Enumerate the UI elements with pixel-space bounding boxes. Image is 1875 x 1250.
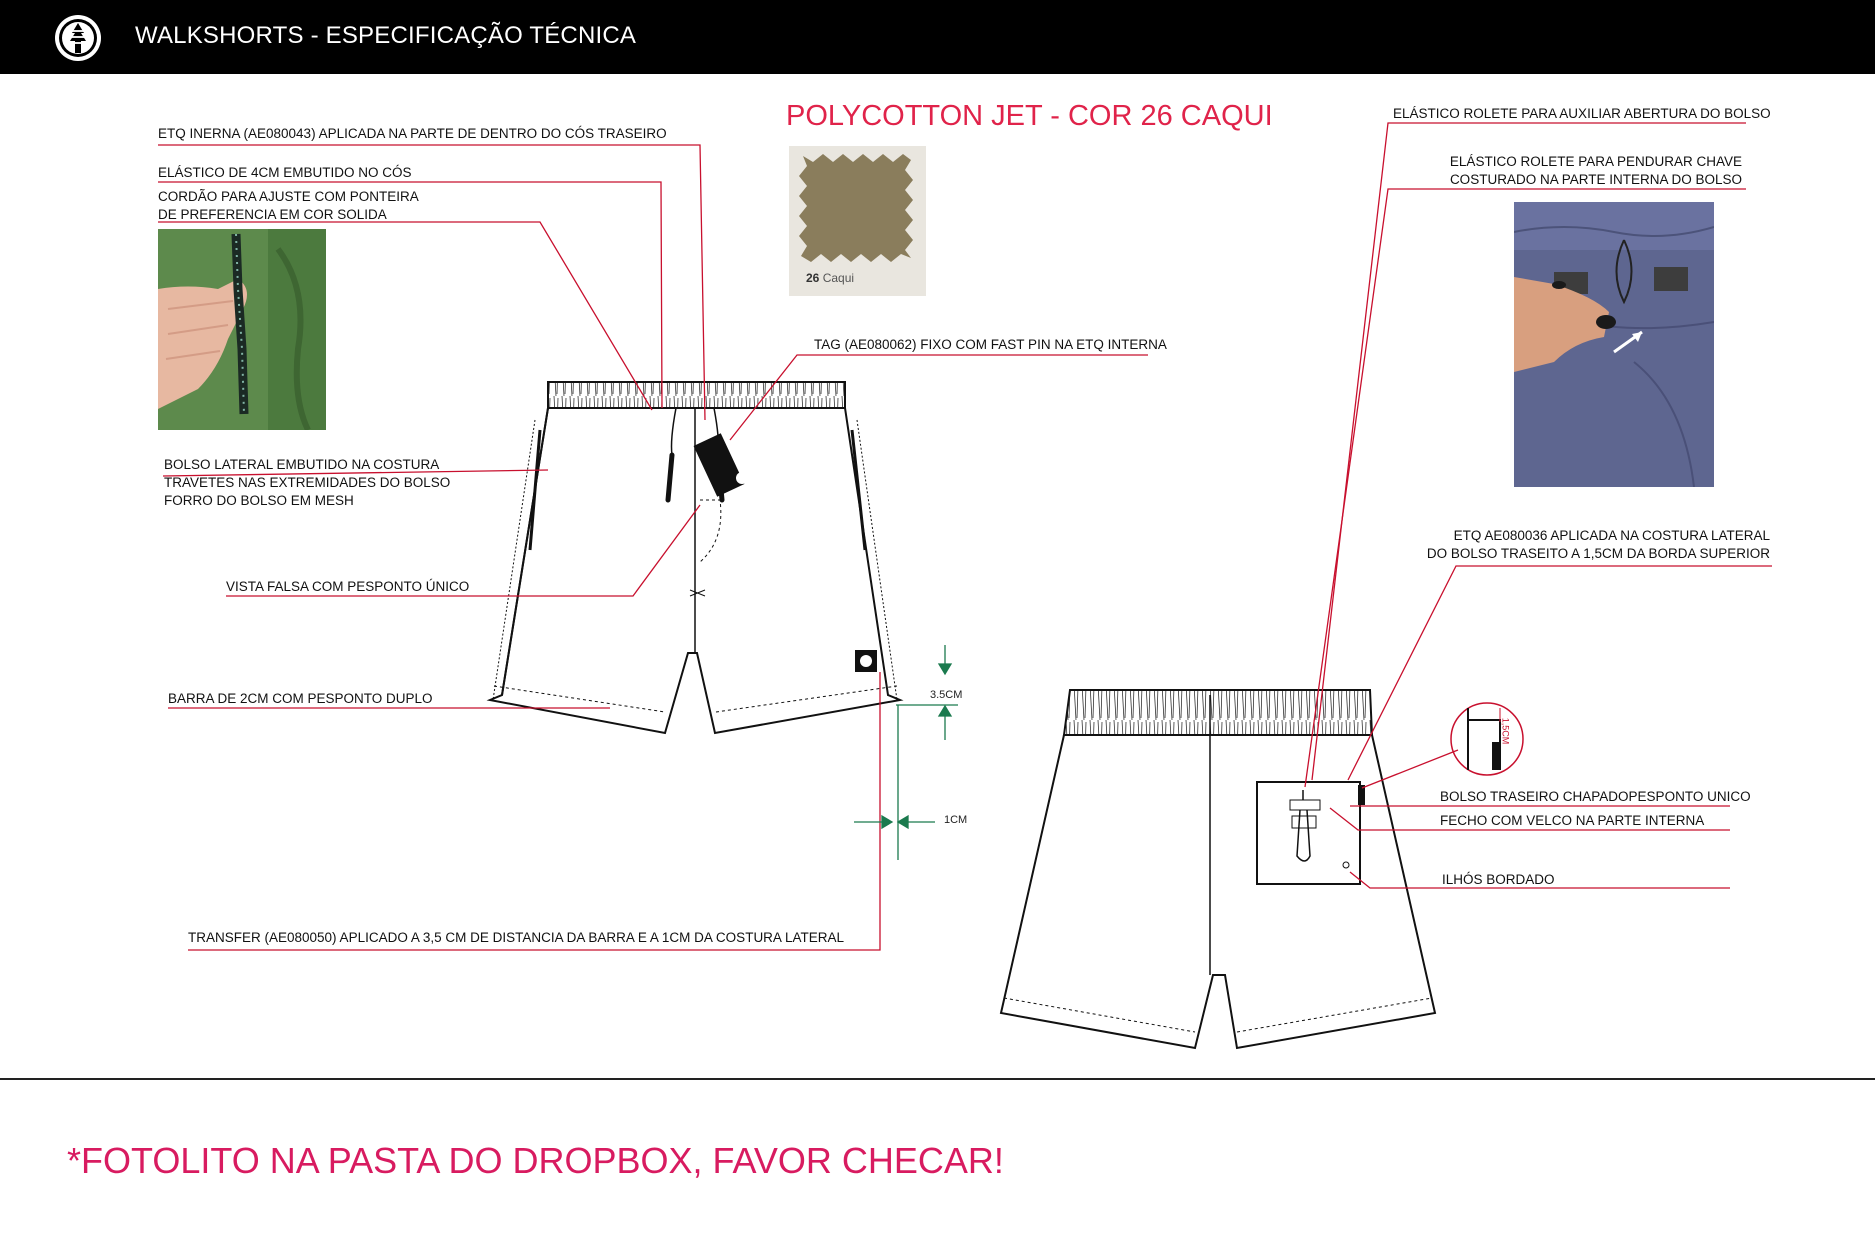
label-etq-interna: ETQ INERNA (AE080043) APLICADA NA PARTE DE DENTRO DO CÓS TRASEIRO: [158, 126, 667, 141]
label-bolso-lateral-line1: BOLSO LATERAL EMBUTIDO NA COSTURA: [164, 457, 440, 472]
label-transfer: TRANSFER (AE080050) APLICADO A 3,5 CM DE DISTANCIA DA BARRA E A 1CM DA COSTURA LATERAL: [188, 930, 844, 945]
label-bolso-lateral-line3: FORRO DO BOLSO EM MESH: [164, 493, 354, 508]
label-vista-falsa: VISTA FALSA COM PESPONTO ÚNICO: [226, 579, 470, 594]
label-ilhos: ILHÓS BORDADO: [1442, 872, 1555, 887]
label-barra: BARRA DE 2CM COM PESPONTO DUPLO: [168, 691, 433, 706]
label-cordao-line2: DE PREFERENCIA EM COR SOLIDA: [158, 207, 387, 222]
label-elastico-rolete-abertura: ELÁSTICO ROLETE PARA AUXILIAR ABERTURA DO BOLSO: [1393, 106, 1771, 121]
label-elastico-cos: ELÁSTICO DE 4CM EMBUTIDO NO CÓS: [158, 165, 412, 180]
dim-transfer-from-hem: 3.5CM: [930, 689, 963, 701]
label-bolso-traseiro: BOLSO TRASEIRO CHAPADOPESPONTO UNICO: [1440, 789, 1751, 804]
footer-divider: [0, 1078, 1875, 1080]
page-title: WALKSHORTS - ESPECIFICAÇÃO TÉCNICA: [135, 22, 637, 49]
dim-etq-from-top: 1,5CM: [1500, 717, 1511, 745]
swatch-number: 26: [806, 271, 820, 285]
label-bolso-lateral-line2: TRAVETES NAS EXTREMIDADES DO BOLSO: [164, 475, 451, 490]
front-shorts-drawing: [490, 382, 900, 733]
label-elastico-rolete-chave-line2: COSTURADO NA PARTE INTERNA DO BOLSO: [1449, 172, 1742, 187]
label-etq-lateral-line1: ETQ AE080036 APLICADA NA COSTURA LATERAL: [1453, 528, 1770, 543]
label-cordao-line1: CORDÃO PARA AJUSTE COM PONTEIRA: [158, 189, 419, 204]
back-shorts-drawing: [1001, 690, 1435, 1048]
swatch-name: Caqui: [822, 271, 855, 285]
label-fecho-velcro: FECHO COM VELCO NA PARTE INTERNA: [1440, 813, 1705, 828]
label-tag: TAG (AE080062) FIXO COM FAST PIN NA ETQ INTERNA: [814, 337, 1167, 352]
zoom-detail-circle: [1451, 703, 1523, 775]
fabric-title: POLYCOTTON JET - COR 26 CAQUI: [786, 100, 1273, 132]
dim-transfer-from-side: 1CM: [944, 814, 968, 826]
footer-note: *FOTOLITO NA PASTA DO DROPBOX, FAVOR CHECAR!: [67, 1140, 1004, 1181]
label-etq-lateral-line2: DO BOLSO TRASEITO A 1,5CM DA BORDA SUPERIOR: [1426, 546, 1770, 561]
label-elastico-rolete-chave-line1: ELÁSTICO ROLETE PARA PENDURAR CHAVE: [1449, 154, 1742, 169]
